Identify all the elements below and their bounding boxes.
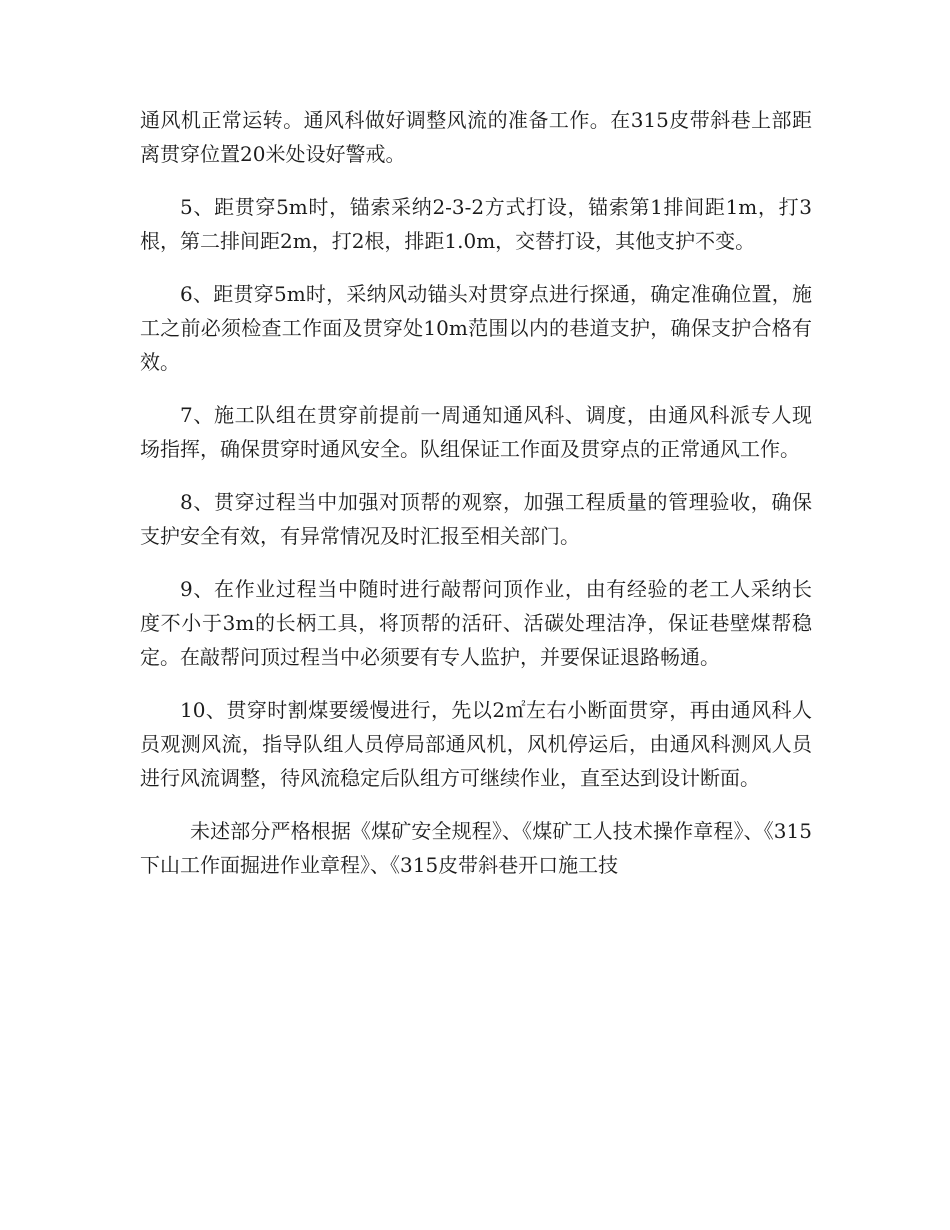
document-body: [140, 103, 812, 901]
paragraph-item-8: 8、贯穿过程当中加强对顶帮的观察，加强工程质量的管理验收，确保支护安全有效，有异常情况及时汇报至相关部门。: [140, 490, 812, 548]
paragraph-closing: 未述部分严格根据《煤矿安全规程》、《煤矿工人技术操作章程》、《315下山工作面掘进作业章程》、《315皮带斜巷开口施工技: [140, 819, 812, 877]
paragraph-item-10: 10、贯穿时割煤要缓慢进行，先以2㎡左右小断面贯穿，再由通风科人员观测风流，指导队组人员停局部通风机，风机停运后，由通风科测风人员进行风流调整，待风流稳定后队组方可继续作业，直至达到设计断面。: [140, 698, 812, 790]
paragraph-item-6: 6、距贯穿5m时，采纳风动锚头对贯穿点进行探通，确定准确位置，施工之前必须检查工作面及贯穿处10m范围以内的巷道支护，确保支护合格有效。: [140, 282, 812, 374]
paragraph-item-9: 9、在作业过程当中随时进行敲帮问顶作业，由有经验的老工人采纳长度不小于3m的长柄工具，将顶帮的活矸、活碳处理洁净，保证巷壁煤帮稳定。在敲帮问顶过程当中必须要有专人监护，并要保证退路畅通。: [140, 577, 812, 669]
paragraph-item-7: 7、施工队组在贯穿前提前一周通知通风科、调度，由通风科派专人现场指挥，确保贯穿时通风安全。队组保证工作面及贯穿点的正常通风工作。: [140, 403, 812, 461]
paragraph-continuation: 通风机正常运转。通风科做好调整风流的准备工作。在315皮带斜巷上部距离贯穿位置20米处设好警戒。: [140, 108, 812, 166]
paragraph-item-5: 5、距贯穿5m时，锚索采纳2-3-2方式打设，锚索第1排间距1m，打3根，第二排间距2m，打2根，排距1.0m，交替打设，其他支护不变。: [140, 195, 812, 253]
